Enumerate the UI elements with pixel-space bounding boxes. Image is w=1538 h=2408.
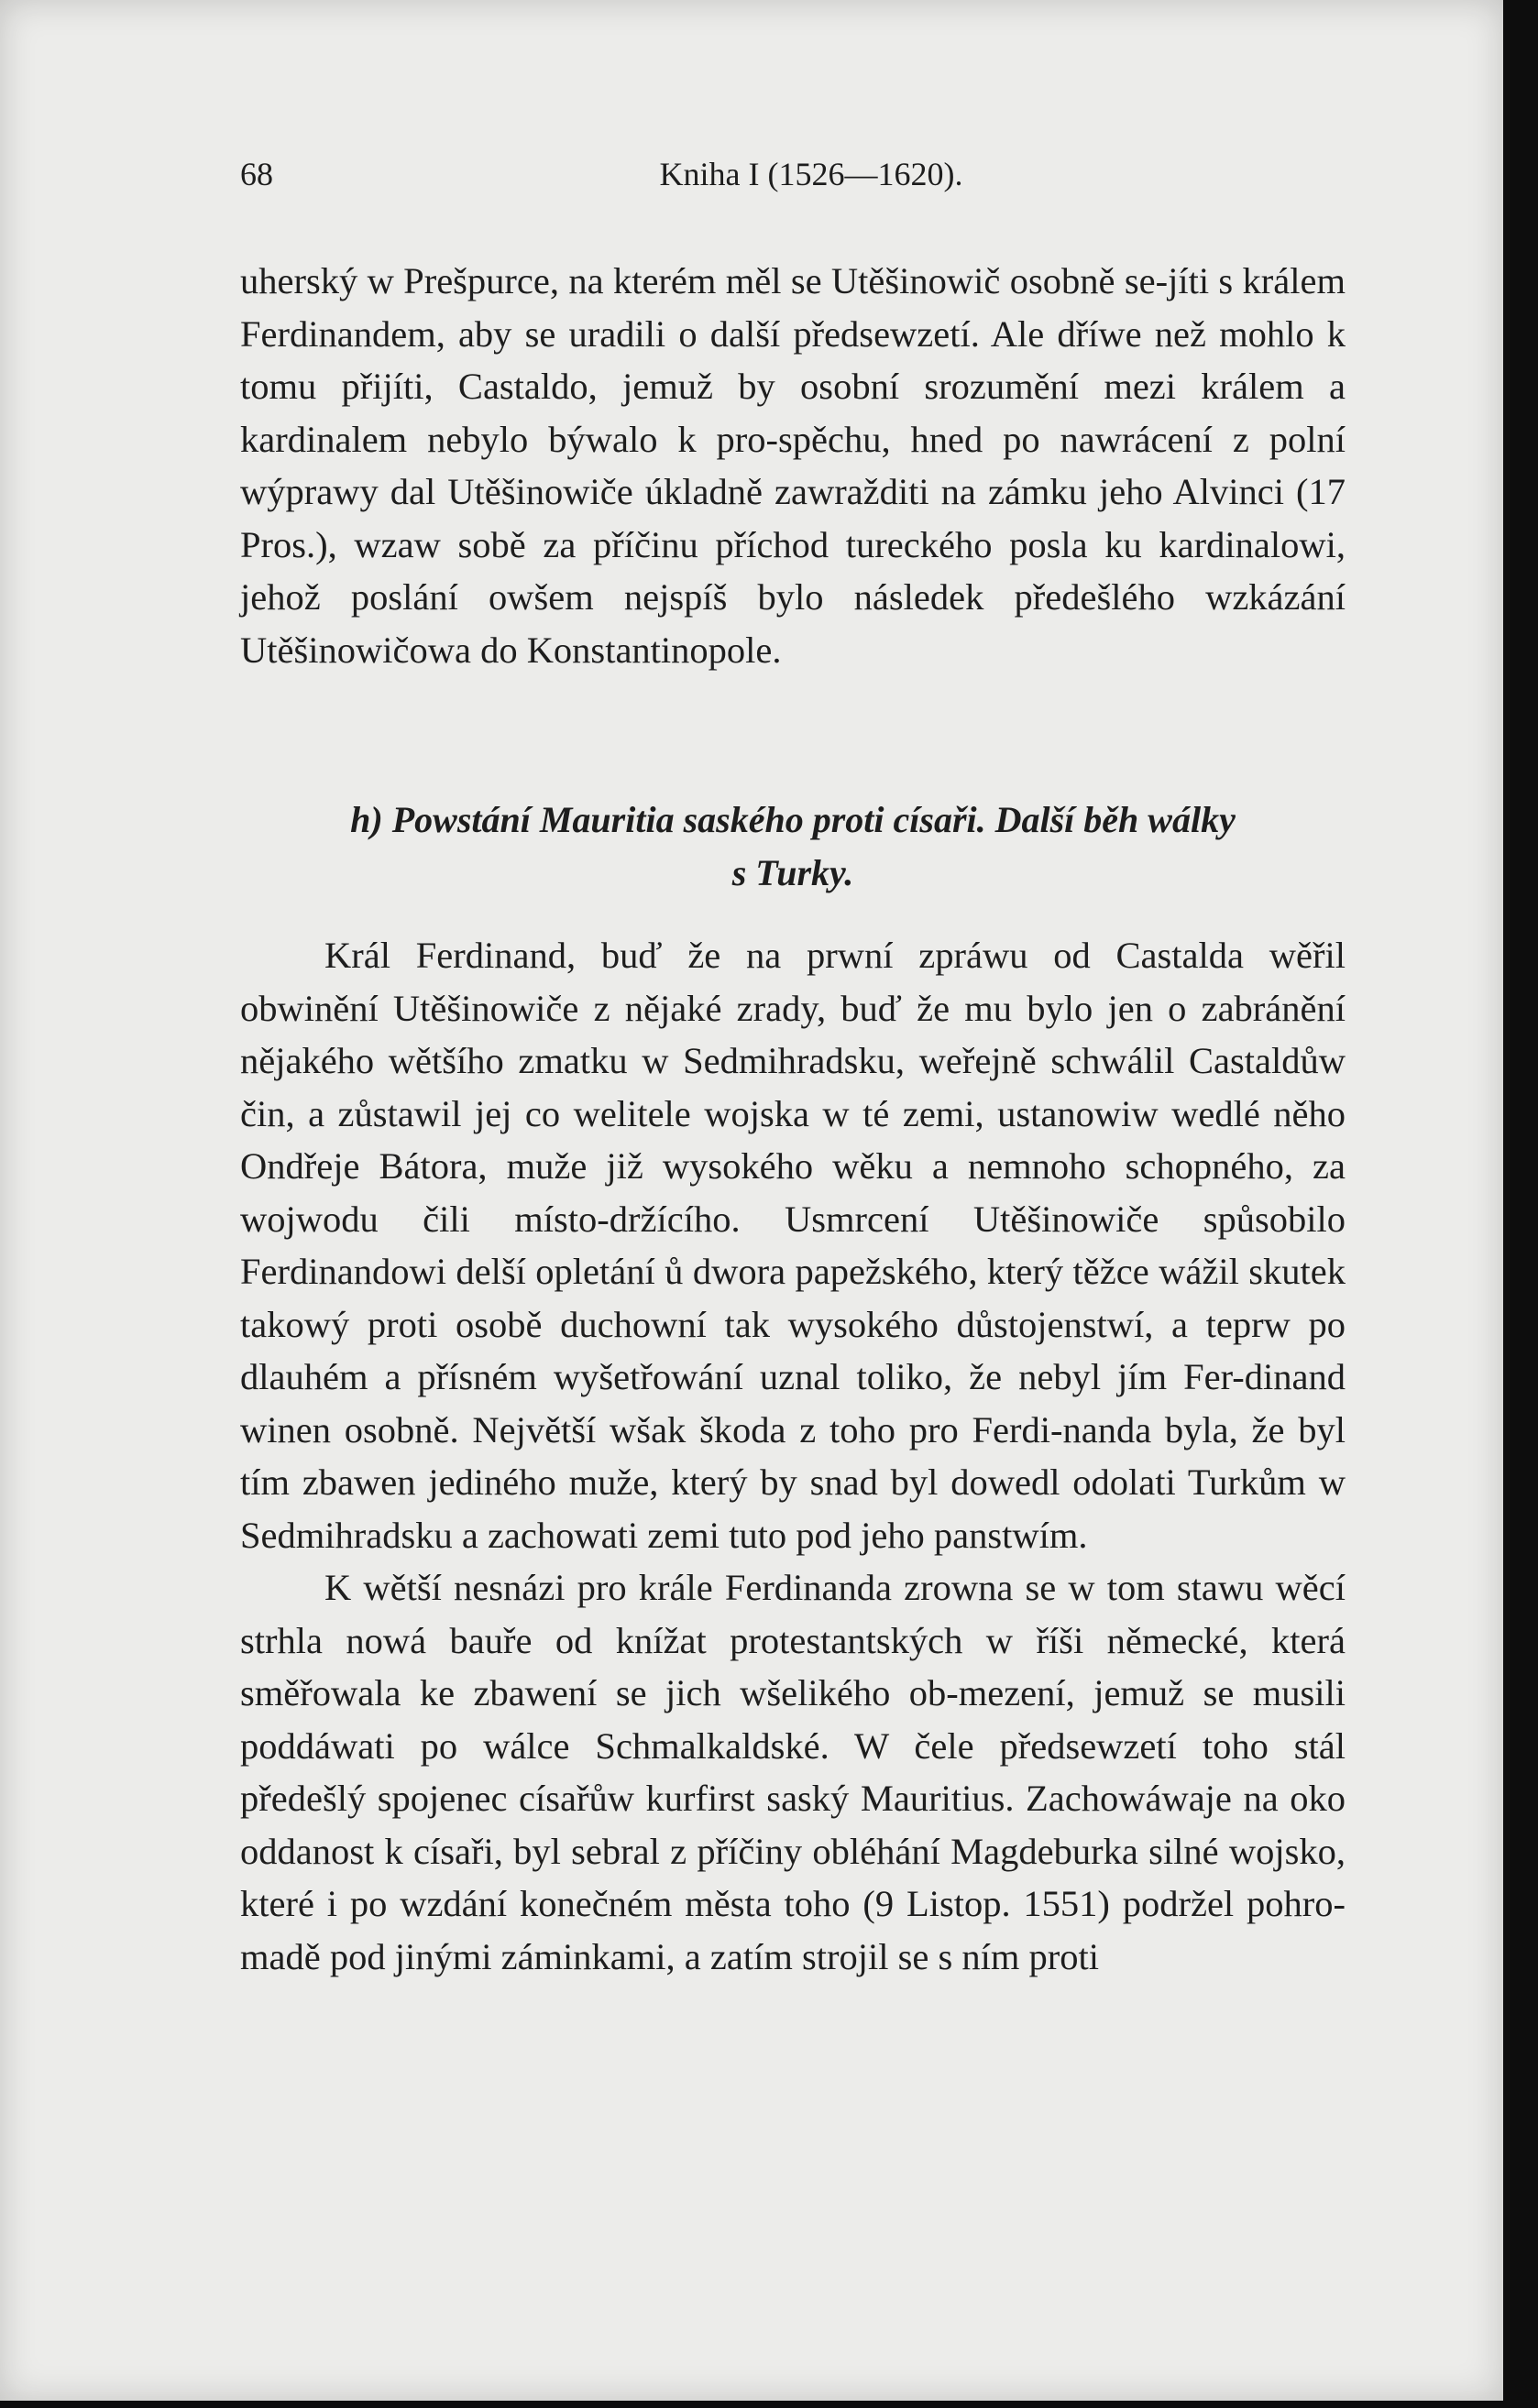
paragraph-2: Král Ferdinand, buď že na prwní zpráwu od Castalda wěřil obwinění Utěšinowiče z nějaké zrady, buď že mu bylo jen o zabránění nějakého wětšího zmatku w Sedmihradsku, weřejně schwálil Castaldůw čin, a zůstawil jej co welitele wojska w té zemi, ustanowiw wedlé něho Ondřeje Bátora, muže již wysokého wěku a nemnoho schopného, za wojwodu čili místo-držícího. Usmrcení Utěšinowiče spůsobilo Ferdinandowi delší opletání ů dwora papežského, který těžce wážil skutek takowý proti osobě duchowní tak wysokého důstojenstwí, a teprw po dlauhém a přísném wyšetřowání uznal toliko, že nebyl jím Fer-dinand winen osobně. Největší wšak škoda z toho pro Ferdi-nanda byla, že byl tím zbawen jediného muže, který by snad byl dowedl odolati Turkům w Sedmihradsku a zachowati zemi tuto pod jeho panstwím. bbox=[240, 935, 1346, 1556]
scan-right-edge bbox=[1503, 0, 1538, 2408]
running-title: Kniha I (1526—1620). bbox=[659, 156, 963, 192]
paragraph-1 bbox=[240, 255, 1346, 676]
paragraph-1-text: uherský w Prešpurce, na kterém měl se Utěšinowič osobně se-jíti s králem Ferdinandem, aby se uradili o další předsewzetí. Ale dříwe než mohlo k tomu přijíti, Castaldo, jemuž by osobní srozumění mezi králem a kardinalem nebylo býwalo k pro-spěchu, hned po nawrácení z polní wýprawy dal Utěšinowiče úkladně zawražditi na zámku jeho Alvinci (17 Pros.), wzaw sobě za příčinu příchod tureckého posla ku kardinalowi, jehož poslání owšem nejspíš bylo následek předešlého wzkázání Utěšinowičowa do Konstantinopole. bbox=[240, 260, 1346, 671]
section-heading-line-2: s Turky. bbox=[731, 852, 854, 893]
section-heading-line-1: h) Powstání Mauritia saského proti císaři. Další běh wálky bbox=[350, 799, 1236, 840]
scan-bottom-edge bbox=[0, 2401, 1538, 2408]
section-body bbox=[240, 929, 1346, 1983]
page-number: 68 bbox=[240, 156, 273, 192]
section-heading bbox=[240, 794, 1346, 900]
paragraph-3: K wětší nesnázi pro krále Ferdinanda zrowna se w tom stawu wěcí strhla nowá bauře od knížat protestantských w říši německé, která směřowala ke zbawení se jich wšelikého ob-mezení, jemuž se musili poddáwati po wálce Schmalkaldské. W čele předsewzetí toho stál předešlý spojenec císařůw kurfirst saský Mauritius. Zachowáwaje na oko oddanost k císaři, byl sebral z příčiny obléhání Magdeburka silné wojsko, které i po wzdání konečném města toho (9 Listop. 1551) podržel pohro-madě pod jinými záminkami, a zatím strojil se s ním proti bbox=[240, 1567, 1346, 1977]
